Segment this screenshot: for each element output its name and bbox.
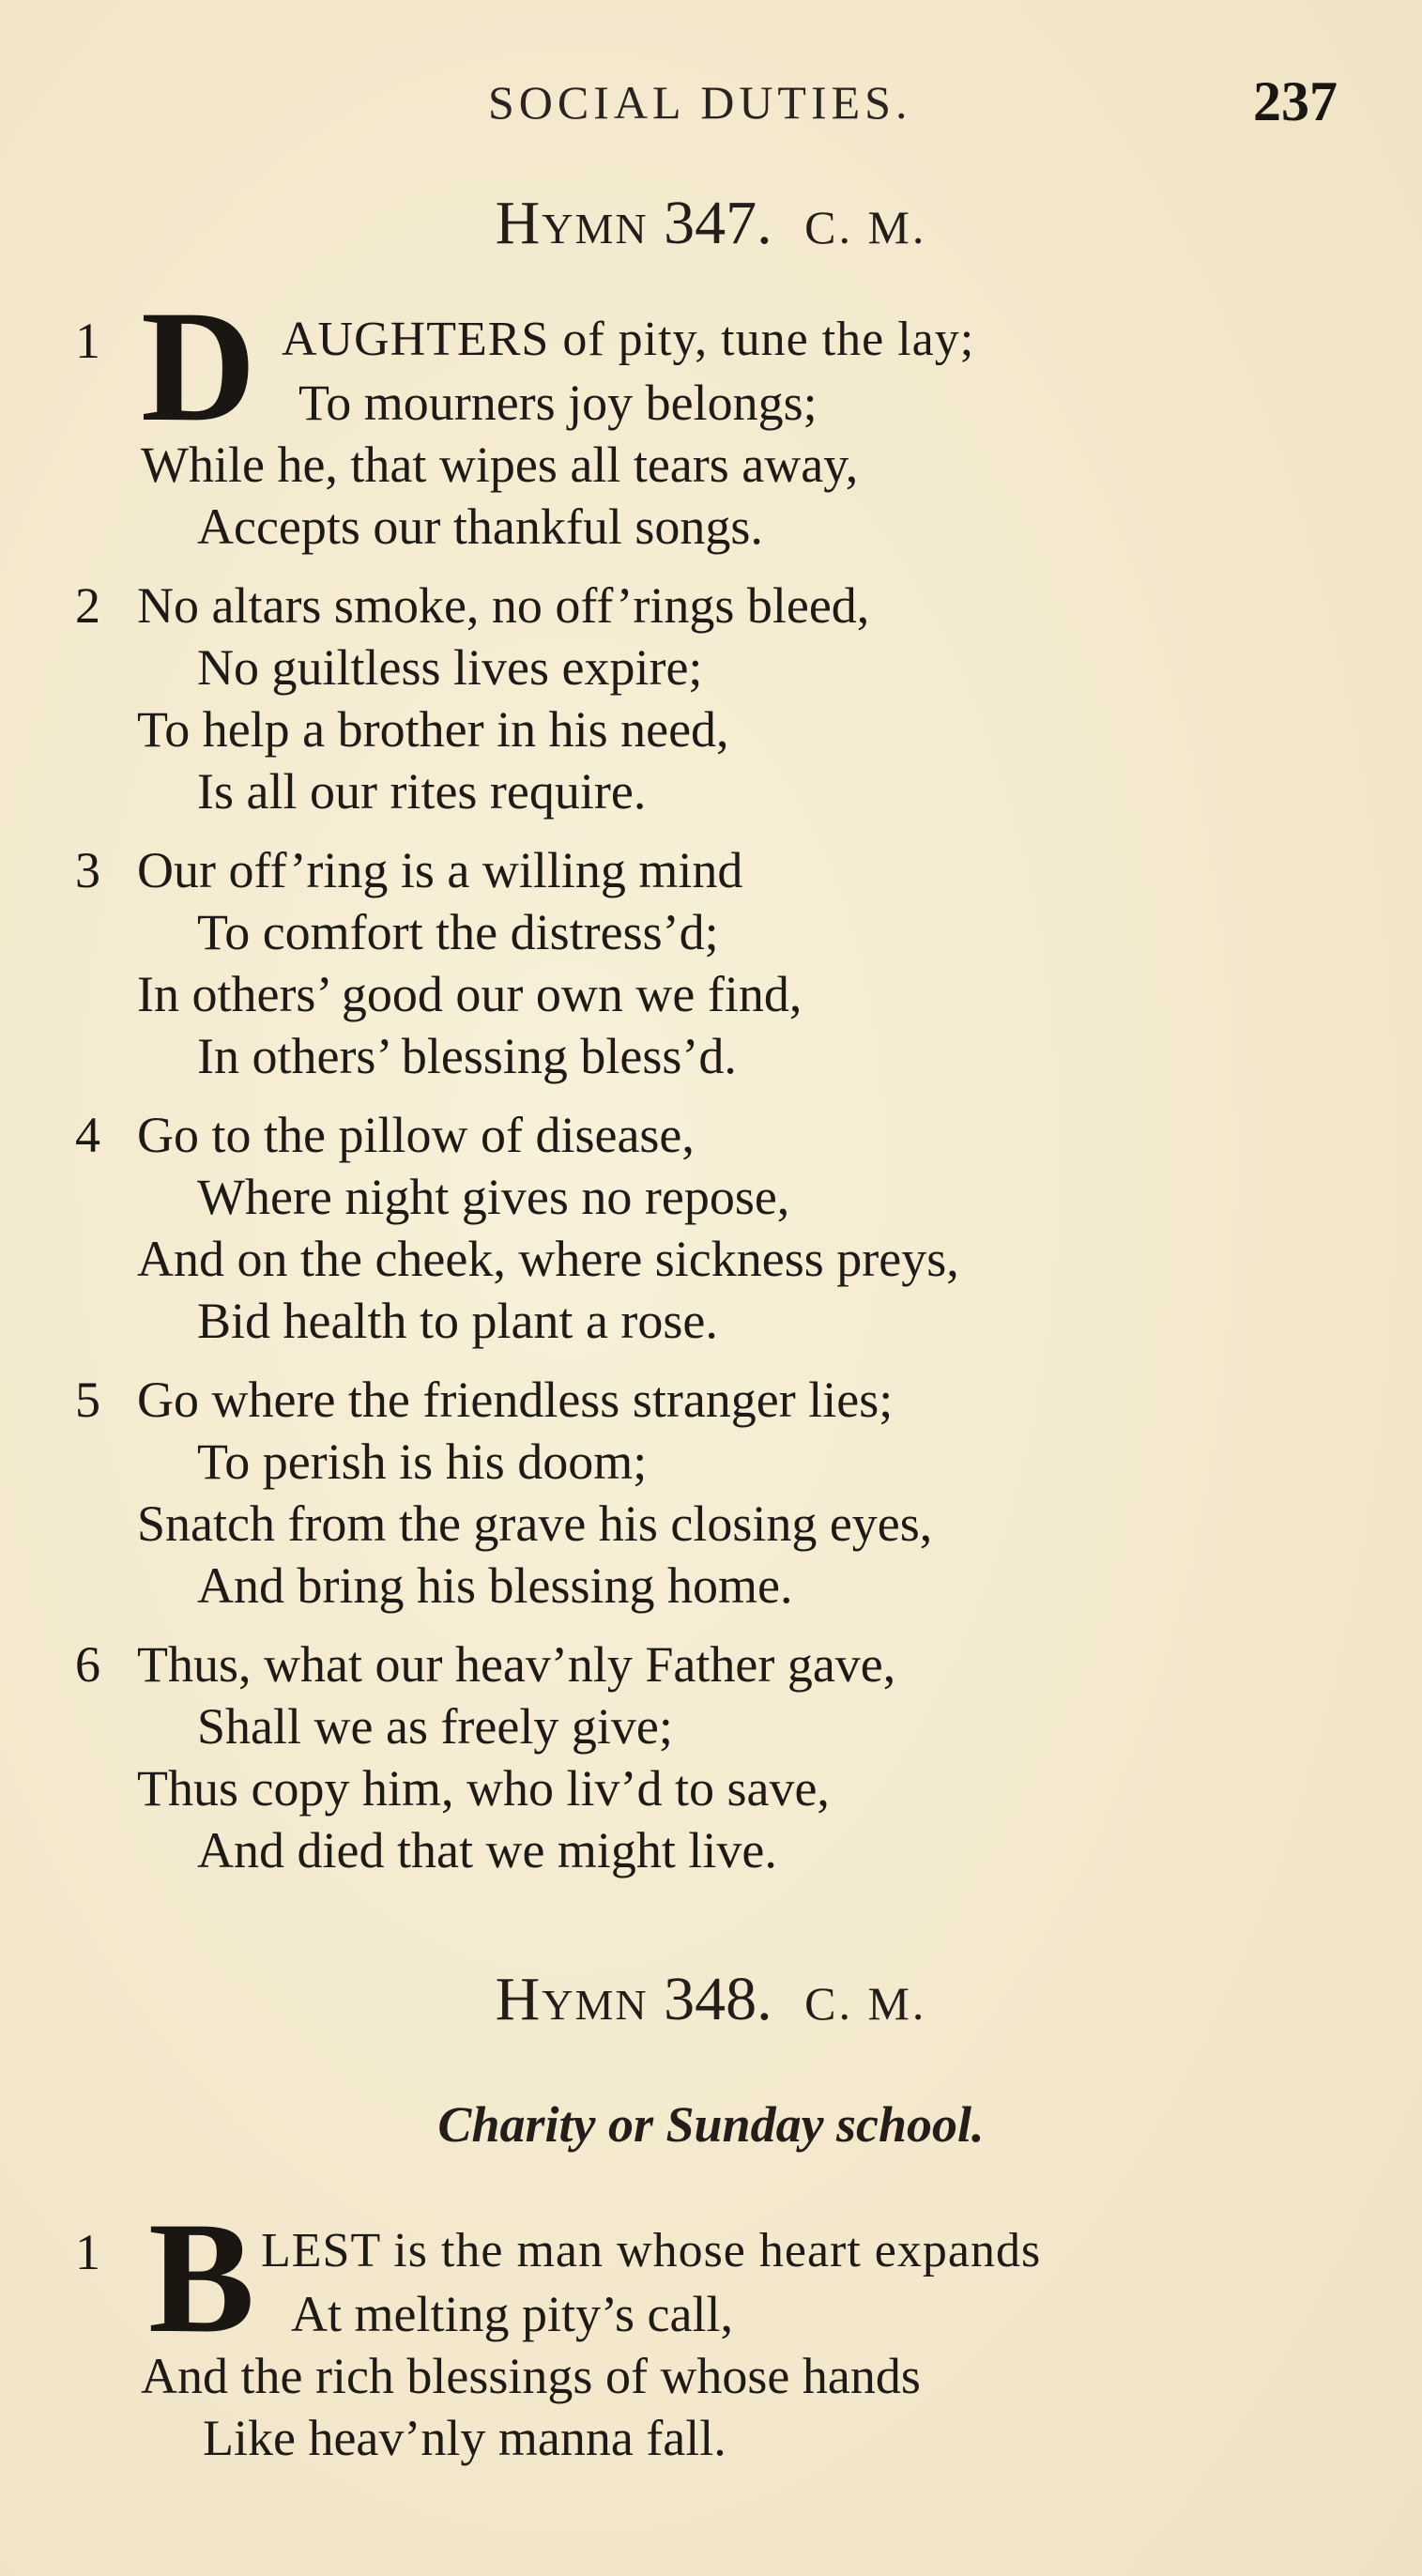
hymn-label: Hymn — [495, 1965, 649, 2033]
hymn-number: 348. — [664, 1965, 772, 2033]
verse-line: Snatch from the grave his closing eyes, — [137, 1495, 933, 1552]
verse-line: To help a brother in his need, — [137, 701, 729, 758]
verse-line: And died that we might live. — [197, 1822, 777, 1878]
verse-number: 1 — [75, 313, 100, 369]
hymn-subtitle: Charity or Sunday school. — [437, 2096, 985, 2153]
verse-line: While he, that wipes all tears away, — [141, 437, 859, 493]
verse-line: And bring his blessing home. — [197, 1557, 793, 1614]
verse-line: In others’ good our own we find, — [137, 966, 803, 1022]
verse-line: To mourners joy belongs; — [298, 375, 818, 431]
verse-line: Like heav’nly manna fall. — [203, 2410, 726, 2466]
drop-cap: B — [148, 2189, 255, 2366]
hymn-meter: C. M. — [804, 201, 927, 253]
verse-line: Go where the friendless stranger lies; — [137, 1372, 894, 1428]
verse-line: Thus, what our heav’nly Father gave, — [137, 1636, 896, 1693]
hymn-347-heading — [0, 188, 1422, 259]
page-number: 237 — [1253, 70, 1338, 132]
verse-line: To perish is his doom; — [197, 1434, 648, 1490]
verse-line: AUGHTERS of pity, tune the lay; — [282, 313, 975, 366]
verse-line: Where night gives no repose, — [197, 1169, 790, 1225]
verse-line: To comfort the distress’d; — [197, 904, 719, 960]
verse-line: Our off’ring is a willing mind — [137, 842, 743, 898]
hymn-meter: C. M. — [804, 1977, 927, 2030]
verse-line: LEST is the man whose heart expands — [261, 2224, 1042, 2277]
drop-cap: D — [141, 278, 256, 454]
verse-number: 6 — [75, 1636, 100, 1693]
verse-line: Bid health to plant a rose. — [197, 1293, 718, 1349]
verse-line: And the rich blessings of whose hands — [141, 2348, 921, 2404]
verse-line: Accepts our thankful songs. — [197, 498, 763, 555]
verse-number: 5 — [75, 1372, 100, 1428]
hymn-label: Hymn — [495, 189, 649, 257]
hymn-348-heading — [0, 1964, 1422, 2035]
verse-line: Go to the pillow of disease, — [137, 1107, 695, 1163]
verse-number: 2 — [75, 577, 100, 634]
verse-line: No altars smoke, no off’rings bleed, — [137, 577, 870, 634]
verse-line: In others’ blessing bless’d. — [197, 1028, 737, 1084]
verse-line: Shall we as freely give; — [197, 1698, 673, 1755]
verse-line: At melting pity’s call, — [291, 2286, 733, 2342]
running-head — [0, 70, 1422, 132]
running-title: SOCIAL DUTIES. — [488, 76, 912, 129]
verse-line: No guiltless lives expire; — [197, 639, 703, 696]
verse-line: And on the cheek, where sickness preys, — [137, 1231, 959, 1287]
verse-line: Thus copy him, who liv’d to save, — [137, 1760, 830, 1817]
verse-number: 1 — [75, 2224, 100, 2280]
verse-number: 3 — [75, 842, 100, 898]
verse-number: 4 — [75, 1107, 100, 1163]
verse-line: Is all our rites require. — [197, 763, 647, 820]
hymn-number: 347. — [664, 189, 772, 257]
